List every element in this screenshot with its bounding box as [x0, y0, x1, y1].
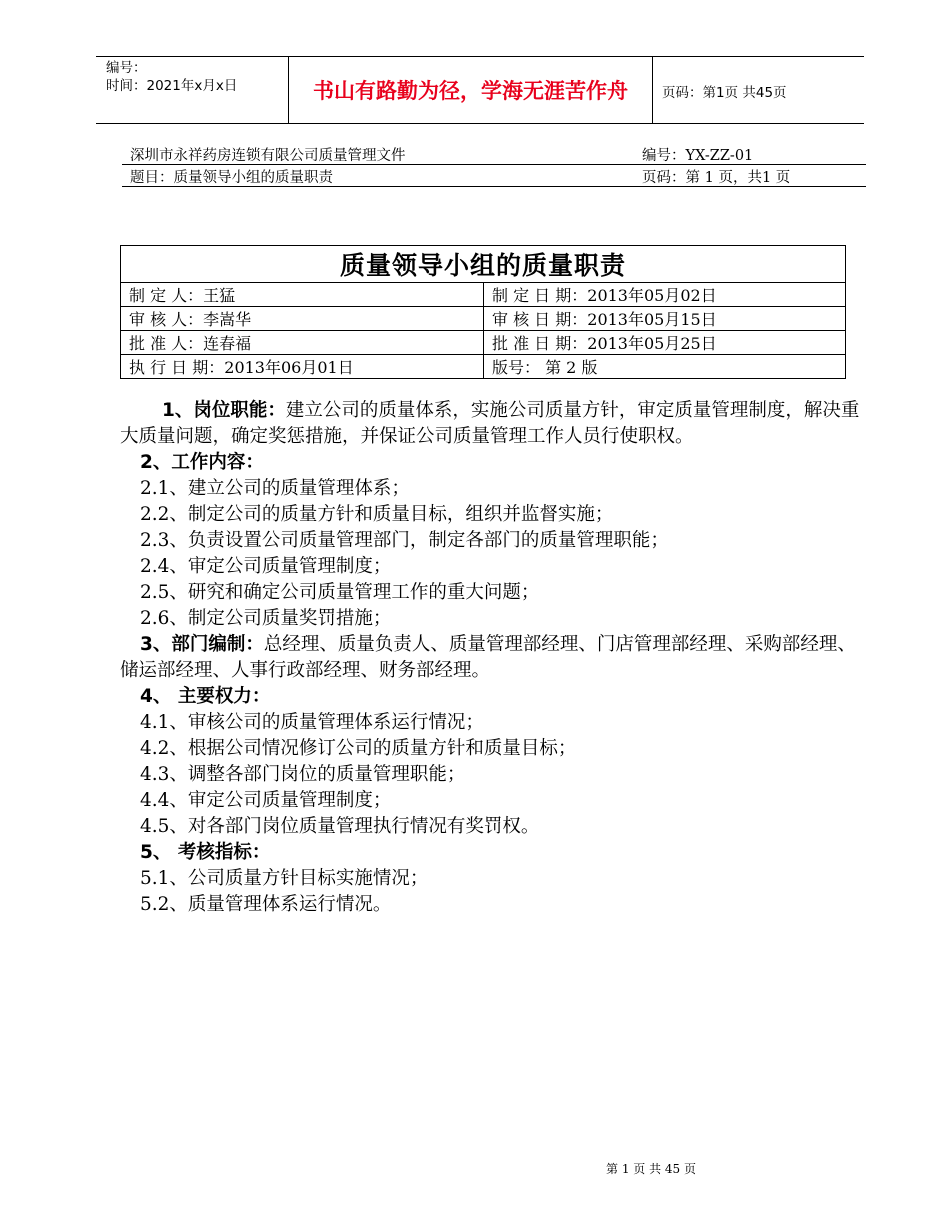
section-1 [120, 398, 860, 450]
table-cell: 版号： 第 2 版 [484, 355, 846, 379]
section-3 [120, 632, 860, 684]
list-item: 4.3、调整各部门岗位的质量管理职能； [140, 764, 466, 785]
table-cell: 制 定 人：王猛 [121, 283, 484, 307]
list-item: 4.4、审定公司质量管理制度； [140, 790, 392, 811]
table-cell: 制 定 日 期：2013年05月02日 [484, 283, 846, 307]
document-body [120, 398, 860, 918]
list-item: 2.5、研究和确定公司质量管理工作的重大问题； [140, 582, 540, 603]
section-heading: 3、部门编制： [140, 634, 264, 655]
list-item: 2.1、建立公司的质量管理体系； [140, 478, 410, 499]
list-item: 2.4、审定公司质量管理制度； [140, 556, 392, 577]
table-row [121, 307, 846, 331]
page-title: 质量领导小组的质量职责 [121, 246, 846, 283]
table-cell: 批 准 日 期：2013年05月25日 [484, 331, 846, 355]
title-row [121, 246, 846, 283]
section-heading: 2、工作内容： [140, 452, 264, 473]
section-text: 建立公司的质量体系，实施公司质量方针，审定质量管理制度，解决重大质量问题，确定奖惩措施，并保证公司质量管理工作人员行使职权。 [120, 400, 860, 447]
list-item: 5.2、质量管理体系运行情况。 [140, 894, 392, 915]
banner-divider [652, 57, 653, 123]
table-row [121, 283, 846, 307]
table-cell: 执 行 日 期：2013年06月01日 [121, 355, 484, 379]
time-label: 时间：2021年x月x日 [106, 78, 238, 94]
doc-number: 编号：YX-ZZ-01 [642, 148, 754, 164]
doc-header-line-1 [122, 144, 866, 165]
doc-page: 页码：第 1 页，共1 页 [642, 170, 791, 186]
list-item: 2.3、负责设置公司质量管理部门，制定各部门的质量管理职能； [140, 530, 669, 551]
table-cell: 审 核 日 期：2013年05月15日 [484, 307, 846, 331]
motto-text: 书山有路勤为径，学海无涯苦作舟 [313, 79, 628, 103]
code-label: 编号： [106, 60, 147, 76]
banner-info-cell [96, 57, 288, 123]
top-banner [96, 56, 864, 124]
section-heading: 4、 主要权力： [140, 686, 271, 707]
section-heading: 5、 考核指标： [140, 842, 271, 863]
title-table [120, 245, 846, 379]
section-heading: 1、岗位职能： [162, 400, 286, 421]
banner-page-code: 页码：第1页 共45页 [662, 85, 787, 101]
section-text: 总经理、质量负责人、质量管理部经理、门店管理部经理、采购部经理、储运部经理、人事行政部经理、财务部经理。 [120, 634, 856, 681]
table-cell: 审 核 人：李嵩华 [121, 307, 484, 331]
table-cell: 批 准 人：连春福 [121, 331, 484, 355]
list-item: 4.5、对各部门岗位质量管理执行情况有奖罚权。 [140, 816, 540, 837]
table-row [121, 355, 846, 379]
list-item: 4.2、根据公司情况修订公司的质量方针和质量目标； [140, 738, 577, 759]
doc-subject: 题目：质量领导小组的质量职责 [130, 170, 333, 186]
list-item: 4.1、审核公司的质量管理体系运行情况； [140, 712, 484, 733]
table-row [121, 331, 846, 355]
list-item: 2.6、制定公司质量奖罚措施； [140, 608, 392, 629]
list-item: 2.2、制定公司的质量方针和质量目标，组织并监督实施； [140, 504, 614, 525]
page-footer: 第 1 页 共 45 页 [606, 1162, 696, 1176]
list-item: 5.1、公司质量方针目标实施情况； [140, 868, 429, 889]
doc-header-line-2 [122, 166, 866, 187]
company-name: 深圳市永祥药房连锁有限公司质量管理文件 [130, 148, 406, 164]
